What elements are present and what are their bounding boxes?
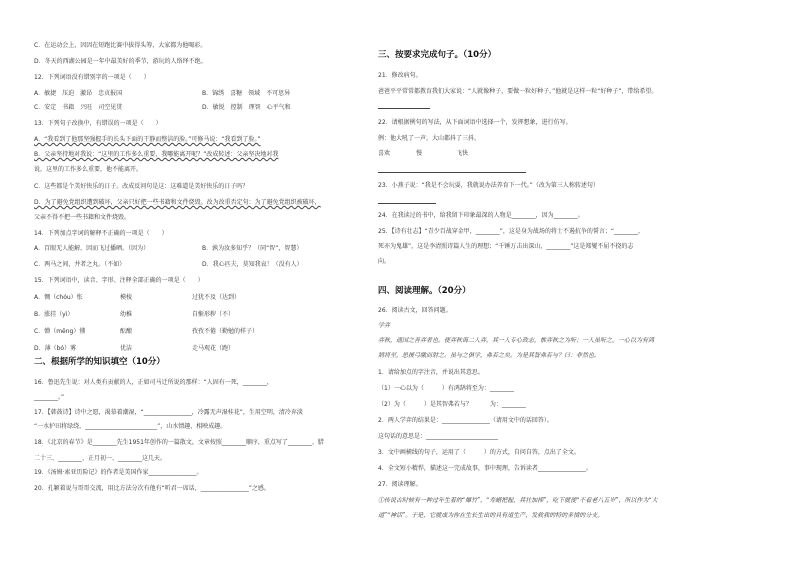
q12-option-a: A．敏捷 压迫 激昂 忠贞报国 <box>34 90 123 97</box>
q21-answer-line[interactable] <box>378 108 430 109</box>
q15-option-d-idiom: 走马观花（跑） <box>192 345 235 352</box>
q26-sub4: 4．全文短小精悍，描述这一完成故事，事中现理，告诉读者________________。 <box>378 465 592 472</box>
classical-text-line-1: 弈秋，通国之善弈者也。使弈秋诲二人弈，其一人专心致志，惟弈秋之为听；一人虽听之，一心以为有鸿 <box>378 337 655 344</box>
q14-option-a: A．百眼无人能解，因而飞过播晒。（因为） <box>34 245 150 252</box>
q15-title: 15．下列词语中，读音、字形、注释全部正确的一项是（ ） <box>34 277 204 284</box>
q15-option-b-idiom: 自惭形秽（不） <box>192 311 235 318</box>
q13-title: 13．下列句子改换中，有错误的一项是（ ） <box>34 120 162 127</box>
q21-sentence: 爸爸平平常常都教育我们大家说：“人就像种子，要做一粒好种子。”他就是这样一粒“好种子”，带给希望。 <box>378 88 658 95</box>
q14-option-d: D．我心匹夫，莫知我哀！（没有人） <box>202 261 303 268</box>
q22-example: 例：他大吼了一声，大山都抖了三抖。 <box>378 135 481 142</box>
q22-word-3: 飞快 <box>456 150 469 157</box>
q23-answer-line[interactable] <box>378 203 436 204</box>
q26-sub2: 2．两人学弈的结果是：________________（请用文中的话回答）。 <box>378 417 553 424</box>
q25-line-end: 向。 <box>378 258 391 265</box>
q22-title: 22．请根据例句的写法，从下面词语中选择一个，发挥想象，进行仿写。 <box>378 119 572 126</box>
q13-option-b-cont: 说，这里的工作多么重要，他不能离开。 <box>34 166 143 173</box>
q19-line: 19．《汤姆·索亚历险记》的作者是美国作家________________。 <box>34 469 203 476</box>
q12-option-d: D．敏锐 控制 理智 心平气和 <box>202 104 291 111</box>
q22-word-2: 慢 <box>416 150 423 157</box>
q16-line-cont: ________。” <box>34 394 65 401</box>
q27-passage-line-1: ①传说古时候有一种过年生着的“爆竹”，“寿蜡把握，其壮加捧”，吃下就使“不看老八五岁”，所以作为“大 <box>378 497 658 504</box>
q13-option-d-cont: 父亲不得不把一些书籍和文件烧毁。 <box>34 214 131 221</box>
q17-line: 17．【韩鼓诗】诗中之愿，渴慕着潮湿，“________________，冷露无声湿桂花”，生用空明，清冷弃淡 <box>34 409 303 416</box>
q26-sub1-title: 1．请给加点的字注音，并说出其意思。 <box>378 369 484 376</box>
q15-option-b-word: 幼稚 <box>120 311 133 318</box>
q25-line-cont: 死亦为鬼雄”，这是李清照诗篇人生的理想；“千锤万击出深山，________”这是郑燮不屈不挠的志 <box>378 243 634 250</box>
q26-sub3: 3．文中画横线的句子，运用了（ ）的方式，自问自答，点出了全文。 <box>378 449 580 456</box>
q15-option-c-pinyin: C．懵（měng）懂 <box>34 328 86 335</box>
q16-line: 16．鲁迅先生说：对人类有贡献的人，正如司马迁所说的那样：“人固有一死，________， <box>34 379 273 386</box>
q13-option-a: A．“我看到了他那坚强握手的长头下面的干静而整洁的脸。”可修马说：“我看到了脸。” <box>34 136 261 143</box>
section-3-heading: 三、按要求完成句子。（10分） <box>378 50 497 60</box>
q17-line-cont: “一水护田将绿绕，________________________”，山水情趣，相映成趣。 <box>34 423 227 430</box>
q12-option-b: B．锦绣 喜糖 领域 不可思异 <box>202 90 291 97</box>
q13-option-d: D．为了避免党组织遭到破坏，父亲只好把一些书籍和文件烧毁。改为改重否定句：为了避免党组织被破坏， <box>34 199 321 206</box>
q26-sub1-item2: （2）为（ ）是其智弗若与？ 为：________ <box>378 401 526 408</box>
q18-line: 18．《北京的春节》是________先生1951年创作的一篇散文，文章按照________顺序，重点写了________、腊 <box>34 439 324 446</box>
q27-passage-line-2: 道”“神话”。于是，它就成为你在生长生出的具有道生产、发救我的特的多情的分支。 <box>378 512 604 519</box>
q26-sub1-item1: （1）一心以为（ ）有鸿鹄将至为：________ <box>378 385 514 392</box>
q12-option-c: C．安定 书籍 兴旺 司空见贯 <box>34 104 123 111</box>
q24-line: 24．在我读过的书中，给我留下印象最深的人物是________，因为________。 <box>378 212 584 219</box>
q26-title: 26．阅读古文，回答问题。 <box>378 307 452 314</box>
q15-option-a-word: 模棱 <box>120 294 133 301</box>
section-2-heading: 二、根据所学的知识填空（10分） <box>34 357 165 367</box>
q15-option-d-pinyin: D．薄（bó）雾 <box>34 345 77 352</box>
q22-answer-line[interactable] <box>378 172 526 173</box>
q11-option-d: D．冬天的西湖公园是一年中最美好的季节，游玩的人络绎不绝。 <box>34 58 207 65</box>
left-column <box>34 0 372 562</box>
right-column <box>378 0 762 562</box>
q13-option-c: C．这些都是个美好快乐的日子。改成反问句是这：这难道是美好快乐的日子吗？ <box>34 183 249 190</box>
q14-title: 14．下列加点字词的解释不正确的一项是（ ） <box>34 230 168 237</box>
q13-option-b: B．父亲坚持地对我说：“这里的工作多么重要，我哪能离开呢？”改成转述：父亲坚决地对我 <box>34 151 279 158</box>
classical-text-title: 学弈 <box>378 322 391 329</box>
q27-title: 27．阅读理解。 <box>378 481 422 488</box>
section-4-heading: 四、阅读理解。（20分） <box>378 286 471 296</box>
q18-line-cont: 二十三、________、正月初一、________这几天。 <box>34 455 167 462</box>
q15-option-c-word: 酝酿 <box>120 328 133 335</box>
q14-option-b: B．孰为汝多知乎？（同“智”，智慧） <box>202 245 303 252</box>
q12-title: 12．下列词语没有错别字的一项是（ ） <box>34 74 150 81</box>
q20-line: 20．孔颖着说与哥哥交流，用比方法分次有他有“听君一席话，________________”之感。 <box>34 485 270 492</box>
q15-option-c-idiom: 孜孜不倦（勤勉的样子） <box>192 328 259 335</box>
q15-option-b-pinyin: B．涨挂（yì） <box>34 311 74 318</box>
q22-word-1: 喜欢 <box>378 150 391 157</box>
q15-option-d-word: 优洁 <box>120 345 133 352</box>
q15-option-a-pinyin: A．惆（chóu）怅 <box>34 294 83 301</box>
q15-option-a-idiom: 过犹不及（达到） <box>192 294 241 301</box>
q11-option-c: C．在运动会上，因因在短跑比赛中拔得头筹，大家都为他喝彩。 <box>34 42 207 49</box>
q26-sub2-meaning: 这句话的意思是：________________________ <box>378 433 499 440</box>
q14-option-c: C．两马之间，井者之丸。（不如） <box>34 261 126 268</box>
classical-text-line-2: 鹄将至，思援弓缴而射之。虽与之俱学，弗若之矣。为是其智弗若与？曰：非然也。 <box>378 352 601 359</box>
q25-line: 25．【诗有壮志】“青少百战穿金甲，________”，这是身为战场的将士不遏抗争的誓言；“________， <box>378 228 644 235</box>
q23-line: 23．小燕子说：“我是不会玩耍，我就说办法养育下一代。”（改为第三人称转述句） <box>378 182 599 189</box>
q21-title: 21．修改病句。 <box>378 72 422 79</box>
